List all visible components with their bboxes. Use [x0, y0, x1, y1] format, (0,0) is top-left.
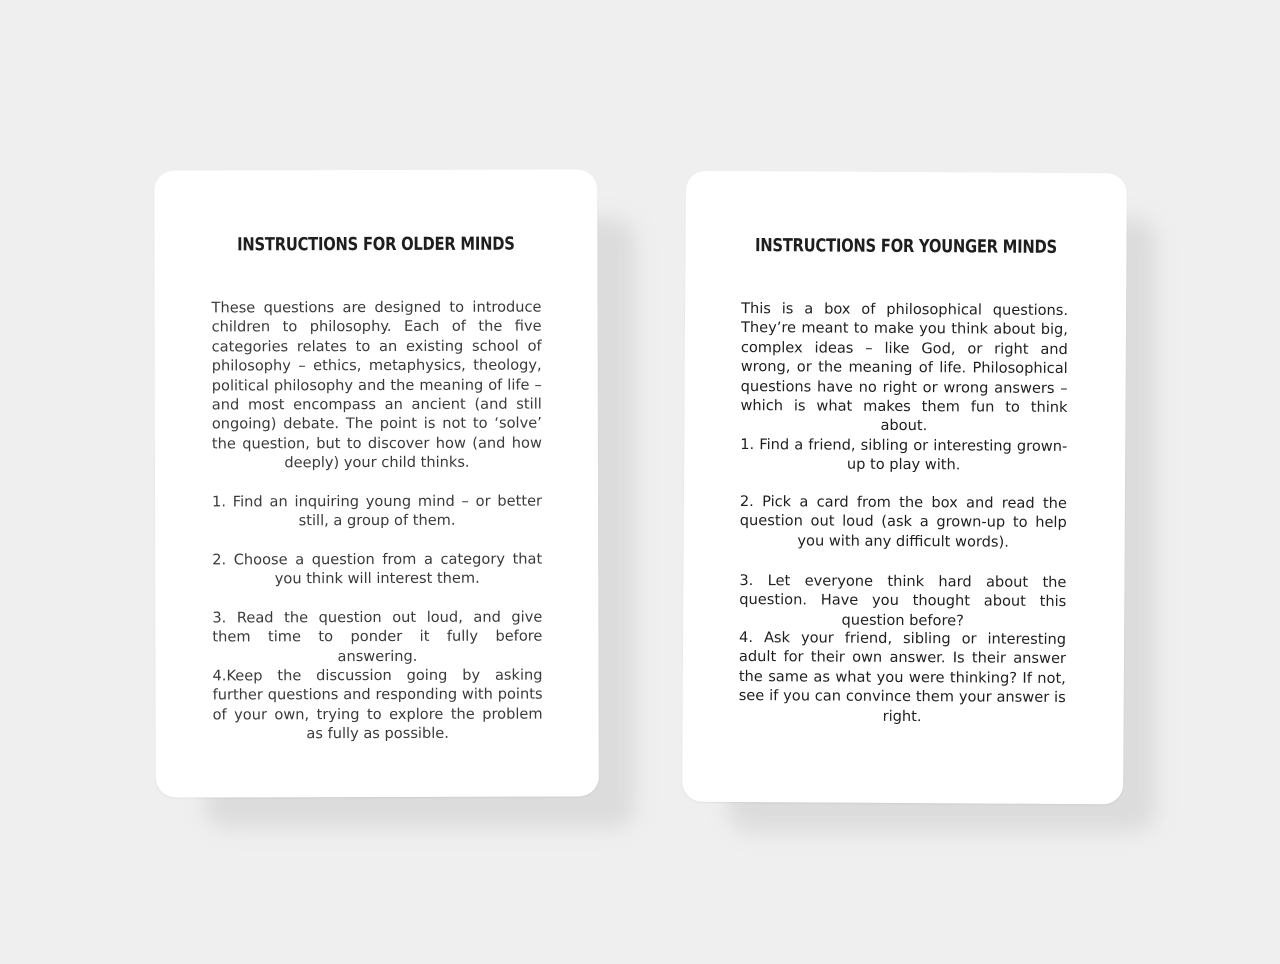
older-minds-step-3: 3. Read the question out loud, and give them time to ponder it fully before answering.	[212, 608, 543, 665]
younger-minds-step-2: 2. Pick a card from the box and read the question out loud (ask a grown-up to help you with any difficult words).	[739, 492, 1067, 551]
older-minds-intro: These questions are designed to introduce children to philosophy. Each of the five categories relates to an existing school of philosophy – ethics, metaphysics, theology, political philosophy and the meaning of life – and most encompass an ancient (and still ongoing) debate. The point is not to ‘solve’ the question, but to discover how (and how deeply) your child thinks.	[211, 298, 542, 472]
younger-minds-step-4: 4. Ask your friend, sibling or interesting adult for their own answer. Is their answer the same as what you were thinking? If not, see if you can convince them your answer is right.	[738, 628, 1067, 725]
younger-minds-step-1: 1. Find a friend, sibling or interesting grown-up to play with.	[740, 435, 1068, 474]
older-minds-step-2: 2. Choose a question from a category that you think will interest them.	[212, 550, 543, 588]
older-minds-step-1: 1. Find an inquiring young mind – or better still, a group of them.	[212, 492, 543, 530]
younger-minds-step-3: 3. Let everyone think hard about the question. Have you thought about this question before?	[739, 571, 1067, 630]
older-minds-title: INSTRUCTIONS FOR OLDER MINDS	[237, 233, 515, 256]
younger-minds-title: INSTRUCTIONS FOR YOUNGER MINDS	[754, 235, 1057, 258]
older-minds-step-4: 4.Keep the discussion going by asking further questions and responding with points of your own, trying to explore the problem as fully as possible.	[212, 666, 543, 743]
younger-minds-card	[682, 171, 1127, 805]
younger-minds-intro: This is a box of philosophical questions. They’re meant to make you think about big, complex ideas – like God, or right and wrong, or the meaning of life. Philosophical questions have no right or wrong answers – which is what makes them fun to think about.	[740, 299, 1069, 435]
older-minds-card	[154, 169, 599, 797]
